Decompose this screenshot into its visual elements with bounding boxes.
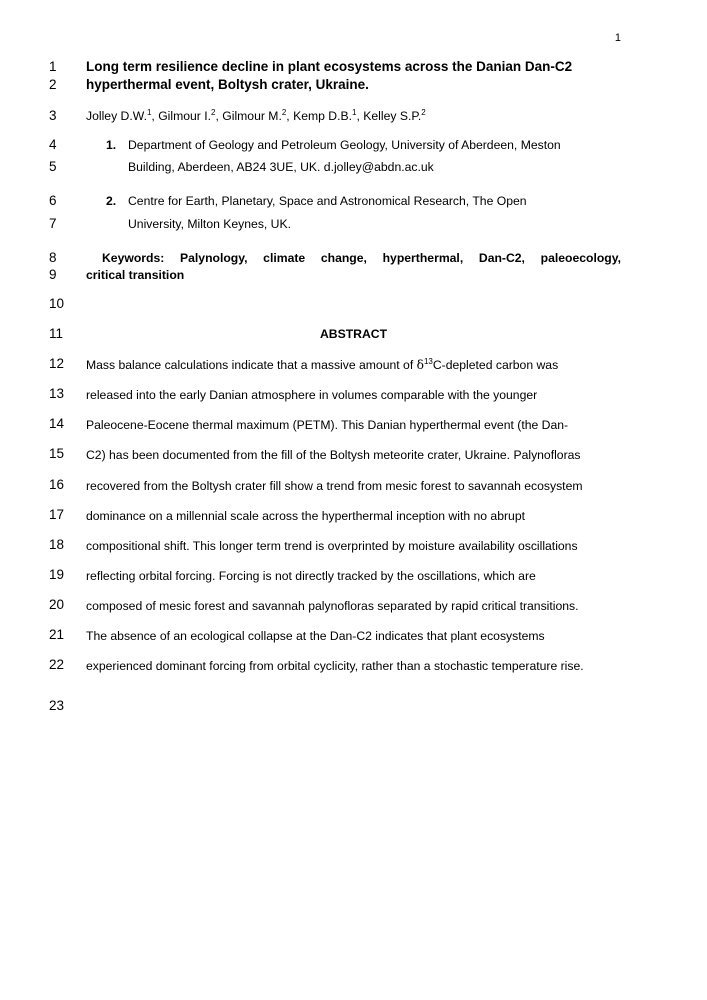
line-number: 2 (49, 77, 57, 92)
abstract-line: experienced dominant forcing from orbital cyclicity, rather than a stochastic temperature rise. (86, 659, 584, 673)
isotope-superscript: 13 (423, 356, 433, 366)
title-line-1: Long term resilience decline in plant ecosystems across the Danian Dan-C2 (86, 59, 573, 74)
line-number: 12 (49, 356, 65, 371)
abstract-line: C2) has been documented from the fill of the Boltysh meteorite crater, Ukraine. Palynofloras (86, 448, 581, 462)
line-number: 14 (49, 416, 65, 431)
line-number: 3 (49, 108, 57, 123)
line-number: 16 (49, 477, 65, 492)
affiliation-number: 2. (106, 194, 117, 208)
line-number: 19 (49, 567, 65, 582)
abstract-line: Paleocene-Eocene thermal maximum (PETM). This Danian hyperthermal event (the Dan- (86, 418, 569, 432)
keywords-line-1: Keywords: Palynology, climate change, hyperthermal, Dan-C2, paleoecology, (102, 251, 621, 265)
line-number: 22 (49, 657, 65, 672)
author-name: Gilmour M. (222, 109, 282, 123)
line-number: 6 (49, 193, 57, 208)
line-number: 15 (49, 446, 65, 461)
abstract-line (86, 357, 558, 373)
page-number: 1 (614, 32, 621, 44)
abstract-line: dominance on a millennial scale across the hyperthermal inception with no abrupt (86, 509, 525, 523)
line-number: 5 (49, 159, 57, 174)
line-number: 23 (49, 698, 65, 713)
abstract-text: Mass balance calculations indicate that a massive amount of (86, 358, 417, 372)
line-number: 17 (49, 507, 65, 522)
line-number: 21 (49, 627, 65, 642)
author-name: Gilmour I. (158, 109, 212, 123)
affiliation-text: University, Milton Keynes, UK. (128, 217, 292, 231)
affiliation-text: Building, Aberdeen, AB24 3UE, UK. d.jolley@abdn.ac.uk (128, 160, 434, 174)
abstract-text: C-depleted carbon was (432, 358, 559, 372)
abstract-line: composed of mesic forest and savannah palynofloras separated by rapid critical transitions. (86, 599, 579, 613)
affiliation-text: Department of Geology and Petroleum Geology, University of Aberdeen, Meston (128, 138, 561, 152)
line-number: 9 (49, 267, 57, 282)
title-line-2: hyperthermal event, Boltysh crater, Ukraine. (86, 77, 369, 92)
author-name: Jolley D.W. (86, 109, 147, 123)
author-list: Jolley D.W.$^1$, Gilmour I.$^2$, Gilmour M.$^2$, Kemp D.B.$^1$, Kelley S.P.$^2$ (86, 107, 426, 123)
abstract-line: reflecting orbital forcing. Forcing is not directly tracked by the oscillations, which are (86, 569, 536, 583)
line-number: 7 (49, 216, 57, 231)
line-number: 11 (49, 326, 64, 341)
line-number: 10 (49, 296, 65, 311)
affiliation-number: 1. (106, 138, 117, 152)
delta-symbol: δ (416, 358, 424, 372)
abstract-heading: ABSTRACT (319, 327, 388, 341)
line-number: 20 (49, 597, 65, 612)
line-number: 1 (49, 59, 57, 74)
author-affiliation-marker: 1 (352, 107, 357, 117)
author-affiliation-marker: 2 (211, 107, 216, 117)
abstract-line: recovered from the Boltysh crater fill show a trend from mesic forest to savannah ecosystem (86, 479, 583, 493)
line-number: 4 (49, 137, 57, 152)
line-number: 8 (49, 250, 57, 265)
author-name: Kemp D.B. (293, 109, 353, 123)
line-number: 13 (49, 386, 65, 401)
author-affiliation-marker: 2 (281, 107, 287, 117)
author-affiliation-marker: 1 (146, 107, 152, 117)
line-number: 18 (49, 537, 65, 552)
abstract-line: The absence of an ecological collapse at the Dan-C2 indicates that plant ecosystems (86, 629, 545, 643)
affiliation-text: Centre for Earth, Planetary, Space and Astronomical Research, The Open (128, 194, 527, 208)
author-name: Kelley S.P. (363, 109, 422, 123)
keywords (86, 250, 621, 284)
abstract-line: compositional shift. This longer term trend is overprinted by moisture availability oscillations (86, 539, 578, 553)
abstract-line: released into the early Danian atmosphere in volumes comparable with the younger (86, 388, 538, 402)
author-affiliation-marker: 2 (421, 107, 426, 117)
keywords-line-2: critical transition (86, 268, 185, 282)
